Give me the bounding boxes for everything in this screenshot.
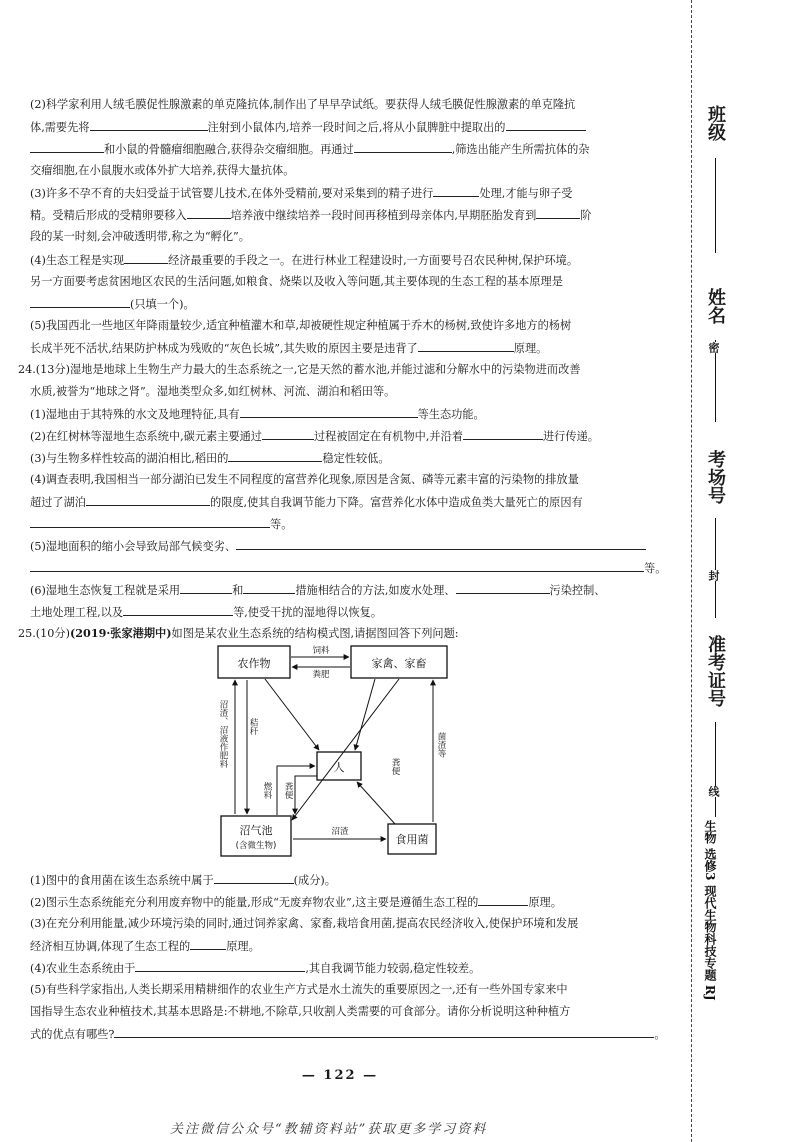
q25-header: 25.(10分)(2019·张家港期中)如图是某农业生态系统的结构模式图,请据图回答下列问题: bbox=[18, 626, 459, 640]
q23-p4-line2: 另一方面要考虑贫困地区农民的生活问题,如粮食、烧柴以及收入等问题,其主要体现的生态工程的基本原理是 bbox=[30, 275, 563, 288]
answer-blank[interactable] bbox=[123, 604, 233, 616]
answer-blank[interactable] bbox=[124, 252, 168, 264]
answer-blank[interactable] bbox=[30, 560, 644, 572]
answer-blank[interactable] bbox=[536, 207, 580, 219]
biogas-label: 沼气池 bbox=[239, 824, 273, 837]
q25-p5-line1: (5)有些科学家指出,人类长期采用精耕细作的农业生产方式是水土流失的重要原因之一,还有一些外国专家来中 bbox=[30, 983, 568, 996]
fungus-residue-label: 菌渣等 bbox=[436, 732, 446, 758]
q25-p4: (4)农业生态系统由于 ,其自我调节能力较弱,稳定性较差。 bbox=[30, 962, 481, 975]
q25-p5-line3: 式的优点有哪些? 。 bbox=[30, 1028, 666, 1041]
answer-blank[interactable] bbox=[433, 185, 479, 197]
answer-blank[interactable] bbox=[30, 296, 130, 308]
answer-blank[interactable] bbox=[90, 119, 208, 131]
answer-blank[interactable] bbox=[478, 894, 528, 906]
q24-p1: (1)湿地由于其特殊的水文及地理特征,具有 等生态功能。 bbox=[30, 408, 485, 421]
seal-mark-xian: 线 bbox=[707, 786, 720, 797]
answer-blank[interactable] bbox=[30, 516, 270, 528]
residue-label: 沼渣 bbox=[331, 827, 349, 837]
q23-p4-line1: (4)生态工程是实现 经济最重要的手段之一。在进行林业工程建设时,一方面要号召农民种树,保护环境。 bbox=[30, 254, 579, 267]
q25-p5-line2: 国指导生态农业种植技术,其基本思路是:不耕地,不除草,只收割人类需要的可食部分。请你分析说明这种种植方 bbox=[30, 1005, 571, 1018]
answer-blank[interactable] bbox=[86, 494, 210, 506]
residue-fert-label: 沼渣、沼液作肥料 bbox=[218, 700, 228, 768]
binding-dashed-line bbox=[691, 0, 692, 1142]
answer-blank[interactable] bbox=[114, 1026, 654, 1038]
subject-label: 生物 选修3 现代生物科技专题 RJ bbox=[703, 820, 717, 1001]
answer-blank[interactable] bbox=[187, 207, 231, 219]
q25-p3-line2: 经济相互协调,体现了生态工程的 原理。 bbox=[30, 940, 260, 953]
q23-p2-line2: 体,需要先将 注射到小鼠体内,培养一段时间之后,将从小鼠脾脏中提取出的 bbox=[30, 119, 670, 135]
answer-blank[interactable] bbox=[30, 141, 104, 153]
answer-blank[interactable] bbox=[214, 872, 294, 884]
dung-left-label: 粪便 bbox=[283, 782, 293, 799]
q24-p5-line1: (5)湿地面积的缩小会导致局部气候变劣、 bbox=[30, 538, 670, 554]
answer-blank[interactable] bbox=[354, 141, 452, 153]
answer-blank[interactable] bbox=[228, 450, 322, 462]
answer-blank[interactable] bbox=[506, 119, 586, 131]
q24-p2: (2)在红树林等湿地生态系统中,碳元素主要通过 过程被固定在有机物中,并沿着 进行传递。 bbox=[30, 430, 599, 443]
answer-blank[interactable] bbox=[240, 406, 418, 418]
q24-p5-line2: 等。 bbox=[30, 560, 670, 576]
answer-blank[interactable] bbox=[463, 428, 543, 440]
q24-p4-line3: 等。 bbox=[30, 516, 670, 532]
dung-right-label: 粪便 bbox=[390, 758, 400, 775]
q23-p3-line3: 段的某一时刻,会冲破透明带,称之为“孵化”。 bbox=[30, 230, 250, 243]
footer-text: 关注微信公众号“教辅资料站”获取更多学习资料 bbox=[170, 1122, 488, 1137]
human-label: 人 bbox=[333, 761, 345, 774]
seal-mark-feng: 封 bbox=[707, 570, 720, 581]
q25-p2: (2)图示生态系统能充分利用废弃物中的能量,形成“无废弃物农业”,这主要是遵循生态工程的 原理。 bbox=[30, 896, 562, 909]
crops-label: 农作物 bbox=[237, 657, 271, 670]
mushroom-label: 食用菌 bbox=[395, 833, 429, 846]
q24-p6-line1: (6)湿地生态恢复工程就是采用 和 措施相结合的方法,如废水处理、 污染控制、 bbox=[30, 584, 606, 597]
seal-mark-mi: 密 bbox=[707, 342, 720, 353]
answer-blank[interactable] bbox=[418, 340, 514, 352]
exam-room-field-line[interactable] bbox=[715, 518, 716, 618]
answer-blank[interactable] bbox=[456, 582, 550, 594]
exam-room-label: 考场号 bbox=[705, 450, 726, 504]
q23-p5-line1: (5)我国西北一些地区年降雨量较少,适宜种植灌木和草,却被硬性规定种植属于乔木的杨树,致使许多地方的杨树 bbox=[30, 319, 572, 332]
biogas-sub-label: (含微生物) bbox=[235, 841, 277, 851]
admission-label: 准考证号 bbox=[705, 635, 726, 707]
answer-blank[interactable] bbox=[236, 538, 646, 550]
manure-label: 粪肥 bbox=[312, 670, 330, 680]
answer-blank[interactable] bbox=[180, 582, 232, 594]
class-field-line[interactable] bbox=[715, 158, 716, 253]
q23-p2-line3: 和小鼠的骨髓瘤细胞融合,获得杂交瘤细胞。再通过 ,筛选出能产生所需抗体的杂 bbox=[30, 141, 670, 157]
admission-field-line[interactable] bbox=[715, 722, 716, 817]
q24-header-line2: 水质,被誉为“地球之肾”。湿地类型众多,如红树林、河流、湖泊和稻田等。 bbox=[30, 385, 396, 398]
livestock-label: 家禽、家畜 bbox=[371, 657, 427, 670]
q23-p3-line2: 精。受精后形成的受精卵要移入 培养液中继续培养一段时间再移植到母亲体内,早期胚胎发育到 阶 bbox=[30, 209, 592, 222]
q24-p3: (3)与生物多样性较高的湖泊相比,稻田的 稳定性较低。 bbox=[30, 452, 390, 465]
q24-p6-line2: 土地处理工程,以及 等,使受干扰的湿地得以恢复。 bbox=[30, 606, 383, 619]
answer-blank[interactable] bbox=[135, 960, 305, 972]
straw-label: 秸秆 bbox=[248, 718, 258, 735]
agri-ecosystem-diagram bbox=[195, 640, 495, 870]
q23-p2-line1: (2)科学家利用人绒毛膜促性腺激素的单克隆抗体,制作出了早早孕试纸。要获得人绒毛膜促性腺激素的单克隆抗 bbox=[30, 98, 576, 111]
q25-p1: (1)图中的食用菌在该生态系统中属于 (成分)。 bbox=[30, 874, 336, 887]
fuel-label: 燃料 bbox=[262, 782, 272, 799]
q23-p3-line1: (3)许多不孕不育的夫妇受益于试管婴儿技术,在体外受精前,要对采集到的精子进行 处理,才能与卵子受 bbox=[30, 187, 573, 200]
q24-p4-line1: (4)调查表明,我国相当一部分湖泊已发生不同程度的富营养化现象,原因是含氮、磷等元素丰富的污染物的排放量 bbox=[30, 473, 579, 486]
q23-p4-line3: (只填一个)。 bbox=[30, 296, 670, 312]
class-label: 班级 bbox=[705, 105, 726, 141]
page-number: — 122 — bbox=[301, 1068, 379, 1083]
answer-blank[interactable] bbox=[262, 428, 314, 440]
name-label: 姓名 bbox=[705, 288, 726, 324]
q24-p4-line2: 超过了湖泊 的限度,使其自我调节能力下降。富营养化水体中造成鱼类大量死亡的原因有 bbox=[30, 496, 583, 509]
answer-blank[interactable] bbox=[190, 938, 226, 950]
q25-p3-line1: (3)在充分利用能量,减少环境污染的同时,通过饲养家禽、家畜,栽培食用菌,提高农民经济收入,使保护环境和发展 bbox=[30, 917, 579, 930]
q23-p2-line4: 交瘤细胞,在小鼠腹水或体外扩大培养,获得大量抗体。 bbox=[30, 164, 295, 177]
q23-p5-line2: 长成半死不活状,结果防护林成为残败的“灰色长城”,其失败的原因主要是违背了 原理。 bbox=[30, 342, 548, 355]
q24-header: 24.(13分)湿地是地球上生物生产力最大的生态系统之一,它是天然的蓄水池,并能过滤和分解水中的污染物进而改善 bbox=[18, 363, 581, 376]
feed-label: 饲料 bbox=[312, 646, 330, 656]
answer-blank[interactable] bbox=[243, 582, 295, 594]
